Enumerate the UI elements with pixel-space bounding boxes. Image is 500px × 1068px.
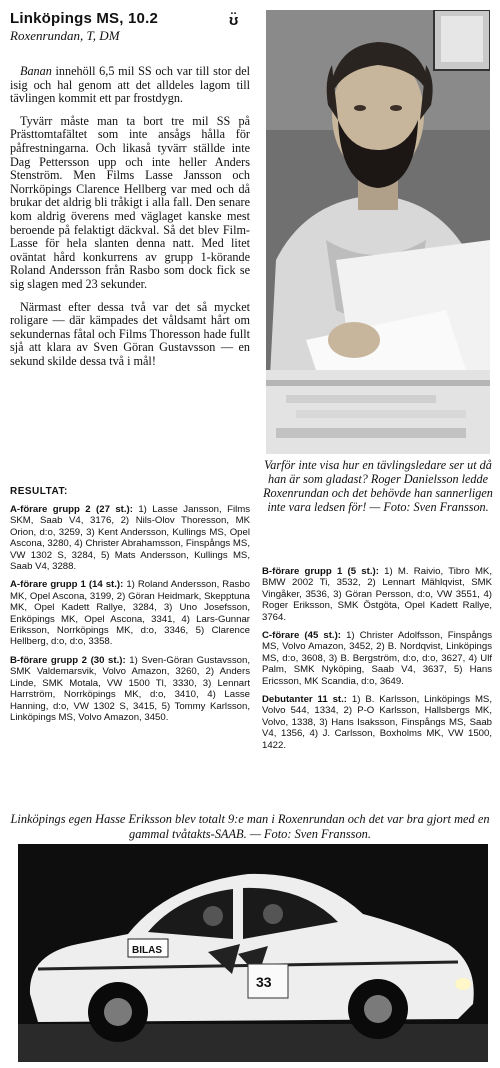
results-block bbox=[10, 504, 250, 572]
results-block bbox=[262, 694, 492, 751]
results-group-label: Debutanter 11 st.: bbox=[262, 694, 347, 706]
paragraph-3: Närmast efter dessa två var det så mycket roligare — där kämpades det våldsamt hårt om sekundernas fåtal och Films Thoresson hade fullt sjå att klara av Sven Göran Gustavsson — en sekund skilde dessa två i mål! bbox=[10, 299, 250, 368]
photo-rally-car-caption: Linköpings egen Hasse Eriksson blev totalt 9:e man i Roxenrundan och det var bra gjort med en gammal tvåtakts-SAAB. — Foto: Sven Fransson. bbox=[10, 812, 490, 841]
car-race-number: 33 bbox=[256, 974, 272, 990]
paragraph-1-text: innehöll 6,5 mil SS och var till stor del isig och hal genom att det alldeles lagom till tävlingen kommit ett par frostdygn. bbox=[10, 64, 250, 106]
results-group-label: A-förare grupp 2 (27 st.): bbox=[10, 504, 133, 515]
paragraph-2: Tyvärr måste man ta bort tre mil SS på Prästtomtafältet som inte ansågs hålla för påfrestningarna. Och likaså tyvärr ställde inte Dag Pettersson upp och inte heller Anders Stenström. Men Films Lasse Jansson och Norrköpings Clarence Hellberg var med och då brukar det aldrig bli tråkigt i alla fall. Den senare kom aldrig överens med väglaget kanske mest beroende på felaktigt däckval. Så det blev Film-Lasse för hela slanten denna natt. Med litet oväntat hård konkurrens av grupp 1-körande Roland Andersson från Rasbo som dock fick se sig slagen med 23 sekunder. bbox=[10, 113, 250, 291]
results-block bbox=[10, 579, 250, 647]
results-block bbox=[262, 630, 492, 687]
results-group-label: A-förare grupp 1 (14 st.): bbox=[10, 579, 124, 591]
paragraph-1 bbox=[10, 65, 250, 106]
results-heading: RESULTAT: bbox=[10, 486, 68, 497]
article-subtitle: Roxenrundan, T, DM bbox=[10, 28, 120, 43]
article-title: Linköpings MS, 10.2 bbox=[10, 10, 158, 27]
results-column-left bbox=[10, 504, 250, 730]
article-header bbox=[10, 10, 250, 44]
results-group-text: 1) Lasse Jansson, Films SKM, Saab V4, 3176, 2) Nils-Olov Thoresson, MK Orion, d:o, 3259, 3) Kent Andersson, Kullings MS, Opel Ascona, 3280, 4) Christer Abrahamsson, Finspångs MS, VW 1302 S, 3284, 5) Mats Andersson, Kullings MS, Saab V4, 3288. bbox=[10, 504, 250, 573]
results-group-text: 1) Christer Adolfsson, Finspångs MS, Volvo Amazon, 3452, 2) B. Nordqvist, Linköpings MS, d:o, 3608, 3) B. Bergström, d:o, d:o, 3627, 4) Ulf Palm, SMK Nyköping, Saab V4, 3637, 5) Hans Ericsson, MK Scandia, d:o, 3649. bbox=[262, 630, 492, 687]
results-block bbox=[10, 655, 250, 723]
results-block bbox=[262, 566, 492, 623]
photo-rally-organizer-caption: Varför inte visa hur en tävlingsledare ser ut då han är som gladast? Roger Danielsson ledde Roxenrundan och det behövde han sannerligen inte vara ledsen för! — Foto: Sven Fransson. bbox=[263, 458, 493, 514]
paragraph-1-lead: Banan bbox=[20, 64, 52, 78]
results-column-right bbox=[262, 566, 492, 758]
photo-rally-organizer-image bbox=[266, 10, 490, 454]
results-group-text: 1) M. Raivio, Tibro MK, BMW 2002 Ti, 3532, 2) Lennart Mählqvist, SMK Vingåker, 3536, 3) Göran Persson, d:o, VW 3551, 4) Roger Eriksson, SMK Östgöta, Opel Kadett Rallye, 3764. bbox=[262, 566, 492, 623]
results-group-text: 1) B. Karlsson, Linköpings MS, Volvo 544, 1334, 2) P-O Karlsson, Hallsbergs MK, Volvo, 1338, 3) Hans Isaksson, Finspångs MS, Saab V4, 1356, 4) J. Carlsson, Boxholms MK, VW 1500, 1422. bbox=[262, 694, 492, 751]
section-sign: ʊ̈ bbox=[229, 12, 239, 29]
photo-rally-car-image bbox=[18, 844, 488, 1062]
results-group-label: B-förare grupp 1 (5 st.): bbox=[262, 566, 379, 577]
results-group-label: B-förare grupp 2 (30 st.): bbox=[10, 654, 126, 666]
car-sponsor-text: BILAS bbox=[132, 945, 162, 956]
article-body bbox=[10, 65, 250, 377]
results-group-text: 1) Sven-Göran Gustavsson, SMK Valdemarsvik, Volvo Amazon, 3260, 2) Anders Linde, SMK Motala, VW 1500 Tl, 3330, 3) Lennart Harrström, Norrköpings MK, d:o, 3410, 4) Lasse Hanning, d:o, VW 1302 S, 3415, 5) Tommy Karlsson, Linköpings MS, Volvo Amazon, 3450. bbox=[10, 654, 250, 723]
results-group-label: C-förare (45 st.): bbox=[262, 630, 341, 642]
results-group-text: 1) Roland Andersson, Rasbo MK, Opel Ascona, 3199, 2) Göran Heidmark, Skepptuna MK, Opel Kadett Rallye, 3284, 3) Uno Josefsson, Enköpings MK, Opel Ascona, 3341, 4) Lars-Gunnar Eriksson, Norrköpings MK, d:o, 3346, 5) Clarence Hellberg, d:o, d:o, 3358. bbox=[10, 579, 250, 648]
photo-rally-organizer bbox=[266, 10, 490, 454]
photo-rally-car bbox=[18, 844, 488, 1062]
